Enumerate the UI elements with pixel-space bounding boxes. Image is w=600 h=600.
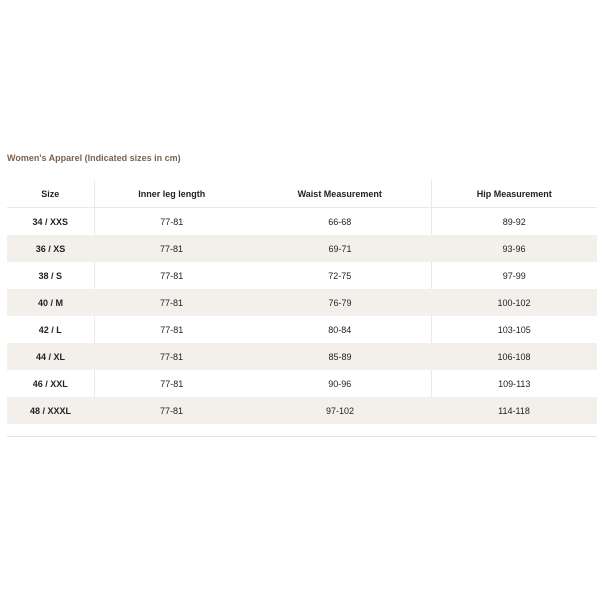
table-row	[7, 316, 597, 343]
table-row	[7, 235, 597, 262]
waist-cell: 80-84	[328, 324, 352, 335]
hip-cell: 100-102	[431, 289, 597, 316]
size-table	[7, 180, 597, 424]
hip-cell: 114-118	[431, 397, 597, 424]
header-waist: Waist Measurement	[249, 180, 431, 208]
inner-leg-cell: 77-81	[94, 235, 249, 262]
table-bottom-divider	[7, 436, 597, 437]
table-row	[7, 397, 597, 424]
inner-leg-cell: 77-81	[94, 343, 249, 370]
waist-cell: 97-102	[249, 397, 431, 424]
header-inner-leg: Inner leg length	[94, 180, 249, 208]
hip-cell: 97-99	[431, 262, 597, 289]
header-row	[7, 180, 597, 208]
size-cell: 44 / XL	[7, 343, 94, 370]
hip-cell: 89-92	[431, 208, 597, 236]
size-cell: 42 / L	[38, 324, 62, 335]
waist-cell: 69-71	[249, 235, 431, 262]
waist-cell: 72-75	[328, 270, 352, 281]
size-cell: 48 / XXXL	[7, 397, 94, 424]
size-cell: 34 / XXS	[32, 216, 69, 227]
table-row	[7, 262, 597, 289]
waist-cell: 90-96	[328, 378, 352, 389]
table-row	[7, 208, 597, 236]
size-cell: 46 / XXL	[32, 378, 68, 389]
inner-leg-cell: 77-81	[94, 262, 249, 289]
waist-cell: 76-79	[249, 289, 431, 316]
inner-leg-cell: 77-81	[94, 208, 249, 236]
size-cell: 38 / S	[38, 270, 62, 281]
waist-cell: 66-68	[328, 216, 352, 227]
table-caption: Women's Apparel (Indicated sizes in cm)	[7, 153, 181, 163]
hip-cell: 93-96	[431, 235, 597, 262]
table-row	[7, 370, 597, 397]
inner-leg-cell: 77-81	[94, 316, 249, 343]
header-hip: Hip Measurement	[431, 180, 597, 208]
inner-leg-cell: 77-81	[94, 289, 249, 316]
inner-leg-cell: 77-81	[94, 370, 249, 397]
inner-leg-cell: 77-81	[94, 397, 249, 424]
hip-cell: 103-105	[431, 316, 597, 343]
table-row	[7, 343, 597, 370]
table-row	[7, 289, 597, 316]
header-size: Size	[7, 180, 94, 208]
size-cell: 36 / XS	[7, 235, 94, 262]
size-cell: 40 / M	[7, 289, 94, 316]
hip-cell: 109-113	[431, 370, 597, 397]
waist-cell: 85-89	[249, 343, 431, 370]
hip-cell: 106-108	[431, 343, 597, 370]
